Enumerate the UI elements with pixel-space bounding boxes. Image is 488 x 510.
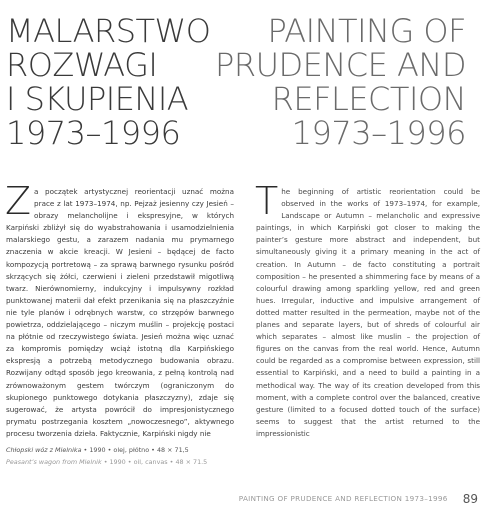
title-polish-years: 1973–1996 xyxy=(6,114,181,152)
title-polish xyxy=(6,14,210,150)
title-english-line-3: REFLECTION xyxy=(271,80,466,118)
title-polish-line-2: ROZWAGI xyxy=(6,46,158,84)
caption-english xyxy=(6,458,207,466)
page-number: 89 xyxy=(462,491,478,506)
caption-polish xyxy=(6,446,189,454)
title-polish-line-1: MALARSTWO xyxy=(6,12,211,50)
title-polish-line-3: I SKUPIENIA xyxy=(6,80,189,118)
title-english xyxy=(215,14,466,150)
body-text-polish: a początek artystycznej reorientacji uznać można prace z lat 1973–1974, np. Pejzaż jesienny czy Jesień – obrazy melancholijne i ekspresyjne, w których Karpiński zbliżył się do wyabstrahowania i usamodzielnienia malarskiego gestu, a zarazem nadania mu prymarnego znaczenia w akcie kreacji. W Jesieni – będącej de facto kompozycją portretową – za sprawą barwnego rysunku pośród skrzących się żółci, czerwieni i zieleni przedstawił migotliwą twarz. Nierównomierny, indukcyjny i impulsywny rozkład punktowanej materii dał efekt przenikania się na płaszczyźnie nie tyle planów i odrębnych warstw, co strzępów barwnego powietrza, oddzielającego – niczym muślin – projekcję postaci na płótnie od rzeczywistego świata. Jesień można więc uznać za kompromis pomiędzy wciąż istotną dla Karpińskiego ekspresją a potrzebą metodycznego budowania obrazu. Rozwijany odtąd sposób jego kreowania, z pełną kontrolą nad zrównoważonym gestem twórczym (ograniczonym do skupionego punktowego dotykania płaszczyzny), zdaje się sugerować, że artysta powrócił do impresjonistycznego prymatu postrzegania kosztem „nowoczesnego”, aktywnego procesu tworzenia dzieła. Faktycznie, Karpiński nigdy nie xyxy=(6,187,234,438)
title-english-years: 1973–1996 xyxy=(291,114,466,152)
body-text-english: he beginning of artistic reorientation could be observed in the works of 1973–1974, for example, Landscape or Autumn – melancholic and expressive paintings, in which Karpiński got closer to making the painter’s gesture more abstract and independent, but simultaneously giving it a primary meaning in the act of creation. In Autumn – de facto constituting a portrait composition – he presented a shimmering face by means of a colourful drawing among sparkling yellow, red and green hues. Irregular, inductive and impulsive arrangement of dotted matter resulted in the permeation, maybe not of the planes and separate layers, but of shreds of colourful air which separates – almost like muslin – the projection of figures on the canvas from the real world. Hence, Autumn could be regarded as a compromise between expression, still essential to Karpiński, and a need to build a painting in a methodical way. The way of its creation developed from this moment, with a complete control over the balanced, creative gesture (limited to a focused dotted touch of the surface) seems to suggest that the artist returned to the impressionistic xyxy=(256,187,480,438)
page-footer xyxy=(239,488,478,507)
caption-english-title: Peasant’s wagon from Mielnik xyxy=(6,458,102,466)
running-title: PAINTING OF PRUDENCE AND REFLECTION 1973–1996 xyxy=(238,494,448,503)
caption-polish-title: Chłopski wóz z Mielnika xyxy=(6,446,82,454)
caption-polish-meta: • 1990 • olej, płótno • 48 × 71,5 xyxy=(81,446,189,454)
title-english-line-1: PAINTING OF xyxy=(267,12,466,50)
caption-english-meta: • 1990 • oil, canvas • 48 × 71.5 xyxy=(101,458,208,466)
body-column-english xyxy=(255,179,480,440)
title-english-line-2: PRUDENCE AND xyxy=(215,46,466,84)
body-column-polish xyxy=(5,179,234,440)
drop-cap-english: T xyxy=(255,179,279,223)
drop-cap-polish: Z xyxy=(5,179,32,223)
